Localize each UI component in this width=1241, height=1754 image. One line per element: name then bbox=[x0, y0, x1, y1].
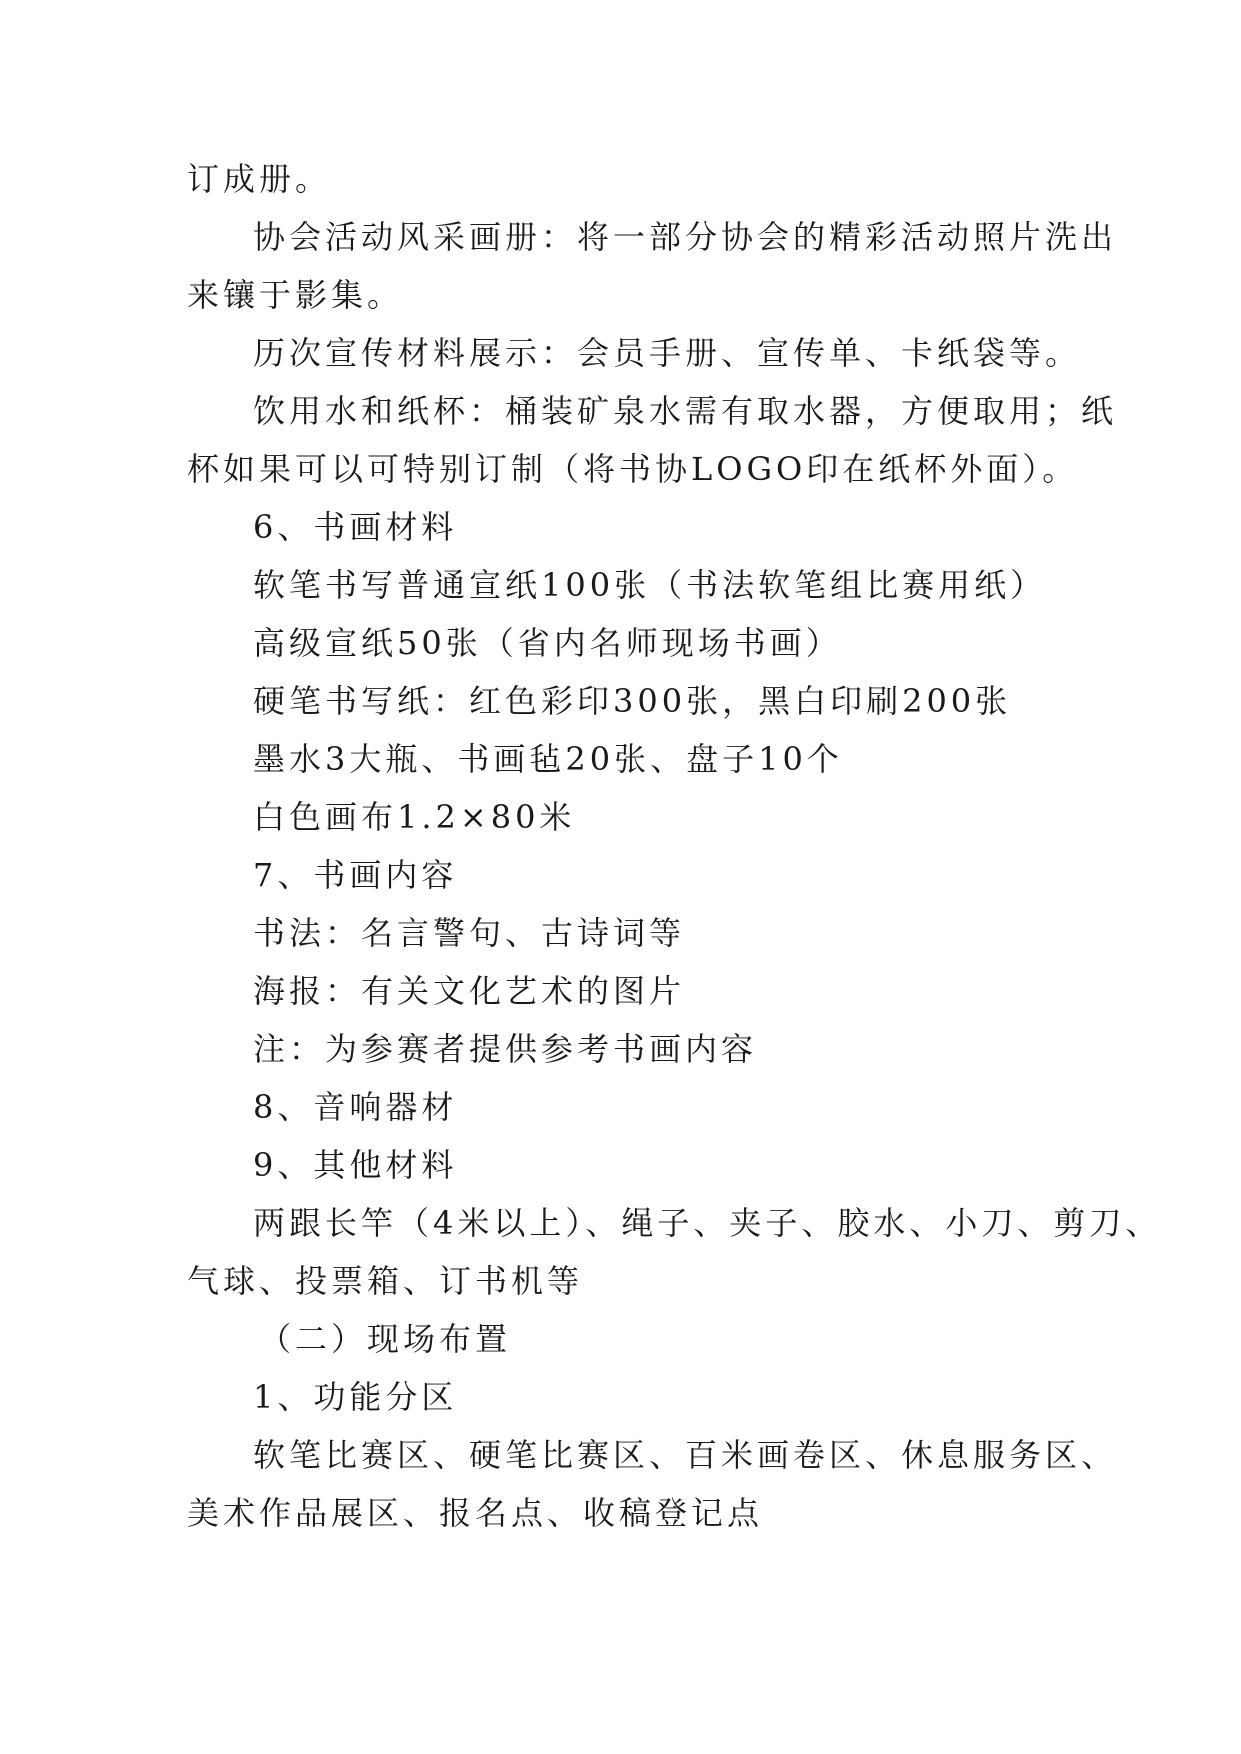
document-body bbox=[187, 150, 1162, 1542]
paragraph-line: 注：为参赛者提供参考书画内容 bbox=[253, 1030, 758, 1068]
paragraph-line: 杯如果可以可特别订制（将书协LOGO印在纸杯外面）。 bbox=[187, 450, 1079, 488]
paragraph-line: 软笔书写普通宣纸100张（书法软笔组比赛用纸） bbox=[253, 566, 1047, 604]
paragraph-line: 软笔比赛区、硬笔比赛区、百米画卷区、休息服务区、 bbox=[253, 1436, 1118, 1474]
section-heading: （二）现场布置 bbox=[259, 1320, 512, 1358]
paragraph-line: 硬笔书写纸：红色彩印300张，黑白印刷200张 bbox=[253, 682, 1012, 720]
section-heading: 9、其他材料 bbox=[253, 1146, 458, 1184]
section-heading: 1、功能分区 bbox=[253, 1378, 458, 1416]
paragraph-line: 气球、投票箱、订书机等 bbox=[187, 1262, 584, 1300]
paragraph-line: 书法：名言警句、古诗词等 bbox=[253, 914, 686, 952]
section-heading: 8、音响器材 bbox=[253, 1088, 458, 1126]
section-heading: 7、书画内容 bbox=[253, 856, 458, 894]
paragraph-line: 协会活动风采画册：将一部分协会的精彩活动照片洗出 bbox=[253, 218, 1118, 256]
paragraph-line: 订成册。 bbox=[187, 160, 332, 198]
paragraph-line: 白色画布1.2×80米 bbox=[253, 798, 576, 836]
paragraph-line: 墨水3大瓶、书画毡20张、盘子10个 bbox=[253, 740, 843, 778]
paragraph-line: 高级宣纸50张（省内名师现场书画） bbox=[253, 624, 842, 662]
paragraph-line: 来镶于影集。 bbox=[187, 276, 404, 314]
paragraph-line: 饮用水和纸杯：桶装矿泉水需有取水器，方便取用；纸 bbox=[253, 392, 1118, 430]
paragraph-line: 美术作品展区、报名点、收稿登记点 bbox=[187, 1494, 764, 1532]
paragraph-line: 历次宣传材料展示：会员手册、宣传单、卡纸袋等。 bbox=[253, 334, 1082, 372]
paragraph-line: 两跟长竿（4米以上）、绳子、夹子、胶水、小刀、剪刀、 bbox=[253, 1204, 1162, 1242]
section-heading: 6、书画材料 bbox=[253, 508, 458, 546]
paragraph-line: 海报：有关文化艺术的图片 bbox=[253, 972, 686, 1010]
